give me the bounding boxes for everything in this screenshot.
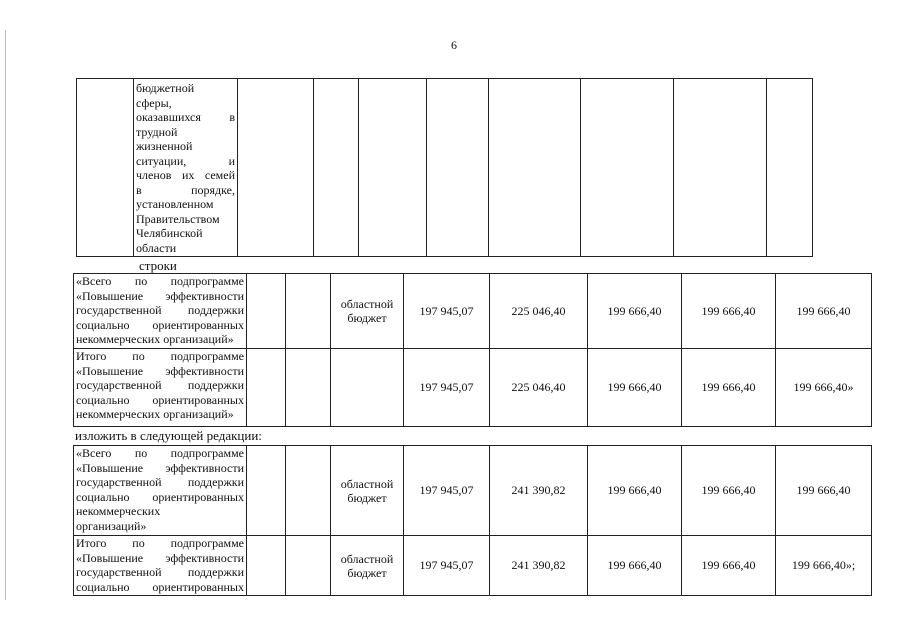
row-name-cell [74, 349, 247, 427]
value-cell: 199 666,40 [682, 349, 776, 427]
empty-cell [489, 79, 581, 257]
funding-source-cell: областной бюджет [331, 274, 404, 349]
text-line: установленном [136, 197, 214, 211]
row-name-cell [74, 274, 247, 349]
text-line: организаций» [76, 518, 147, 533]
row-name-cell [74, 536, 247, 596]
text-line: жизненной [136, 139, 193, 153]
text-line: трудной [136, 124, 178, 139]
new-rows-table [73, 445, 872, 596]
text-line: Правительством [136, 211, 220, 226]
caption-replace: изложить в следующей редакции: [75, 428, 262, 443]
value-cell: 199 666,40 [588, 536, 682, 596]
text-line: оказавшихся в [136, 110, 235, 124]
text-line: «Повышение эффективности [76, 460, 244, 475]
value-cell: 199 666,40 [776, 446, 872, 536]
funding-source-cell [331, 349, 404, 427]
page-number: 6 [451, 38, 457, 52]
table-row [74, 349, 872, 427]
text-line: членов их семей [136, 168, 235, 182]
value-cell: 199 666,40 [682, 536, 776, 596]
text-line: Итого по подпрограмме [76, 536, 244, 550]
text-line: государственной поддержки [76, 378, 244, 392]
value-cell: 199 666,40» [776, 349, 872, 427]
text-line: социально ориентированных [76, 392, 244, 407]
text-line: социально ориентированных [76, 317, 244, 332]
continuation-table [76, 78, 813, 257]
empty-cell [767, 79, 813, 257]
empty-cell [286, 446, 331, 536]
empty-cell [247, 349, 286, 427]
text-line: некоммерческих [76, 504, 161, 518]
text-line: области [136, 240, 177, 255]
text-line: государственной поддержки [76, 565, 244, 579]
empty-cell [286, 349, 331, 427]
empty-cell [247, 446, 286, 536]
text-line: сферы, [136, 95, 172, 110]
empty-cell [286, 274, 331, 349]
value-cell: 225 046,40 [490, 274, 588, 349]
value-cell: 199 666,40 [588, 446, 682, 536]
table-row [74, 536, 872, 596]
empty-cell [581, 79, 674, 257]
caption-lines: строки [139, 258, 177, 273]
funding-source-cell: областной бюджет [331, 446, 404, 536]
value-cell: 199 666,40 [588, 274, 682, 349]
empty-cell [286, 536, 331, 596]
value-cell: 197 945,07 [404, 349, 490, 427]
text-line: «Повышение эффективности [76, 550, 244, 565]
empty-cell [427, 79, 489, 257]
text-line: в порядке, [136, 182, 235, 197]
text-line: «Повышение эффективности [76, 288, 244, 303]
text-line: ситуации, и [136, 153, 235, 168]
text-line: государственной поддержки [76, 303, 244, 317]
table-row [74, 446, 872, 536]
text-line: «Всего по подпрограмме [76, 274, 244, 288]
value-cell: 197 945,07 [404, 274, 490, 349]
value-cell: 197 945,07 [404, 536, 490, 596]
value-cell: 225 046,40 [490, 349, 588, 427]
measure-description-cell [134, 79, 238, 257]
empty-cell [314, 79, 359, 257]
value-cell: 197 945,07 [404, 446, 490, 536]
value-cell: 199 666,40 [682, 446, 776, 536]
text-line: некоммерческих организаций» [76, 332, 234, 346]
text-line: социально ориентированных [76, 489, 244, 504]
value-cell: 199 666,40»; [776, 536, 872, 596]
text-line: Итого по подпрограмме [76, 349, 244, 363]
funding-source-cell: областной бюджет [331, 536, 404, 596]
text-line: Челябинской [136, 226, 203, 240]
empty-cell [247, 536, 286, 596]
empty-cell [238, 79, 314, 257]
text-line: «Повышение эффективности [76, 363, 244, 378]
empty-cell [77, 79, 134, 257]
value-cell: 199 666,40 [776, 274, 872, 349]
text-line: бюджетной [136, 81, 195, 95]
text-line: государственной поддержки [76, 475, 244, 489]
value-cell: 241 390,82 [490, 536, 588, 596]
value-cell: 241 390,82 [490, 446, 588, 536]
empty-cell [359, 79, 427, 257]
text-line: «Всего по подпрограмме [76, 446, 244, 460]
value-cell: 199 666,40 [588, 349, 682, 427]
table-row [74, 274, 872, 349]
text-line: социально ориентированных [76, 579, 244, 594]
empty-cell [674, 79, 767, 257]
row-name-cell [74, 446, 247, 536]
scan-edge-line [5, 30, 6, 600]
empty-cell [247, 274, 286, 349]
old-rows-table [73, 273, 872, 427]
text-line: некоммерческих организаций» [76, 407, 234, 421]
value-cell: 199 666,40 [682, 274, 776, 349]
